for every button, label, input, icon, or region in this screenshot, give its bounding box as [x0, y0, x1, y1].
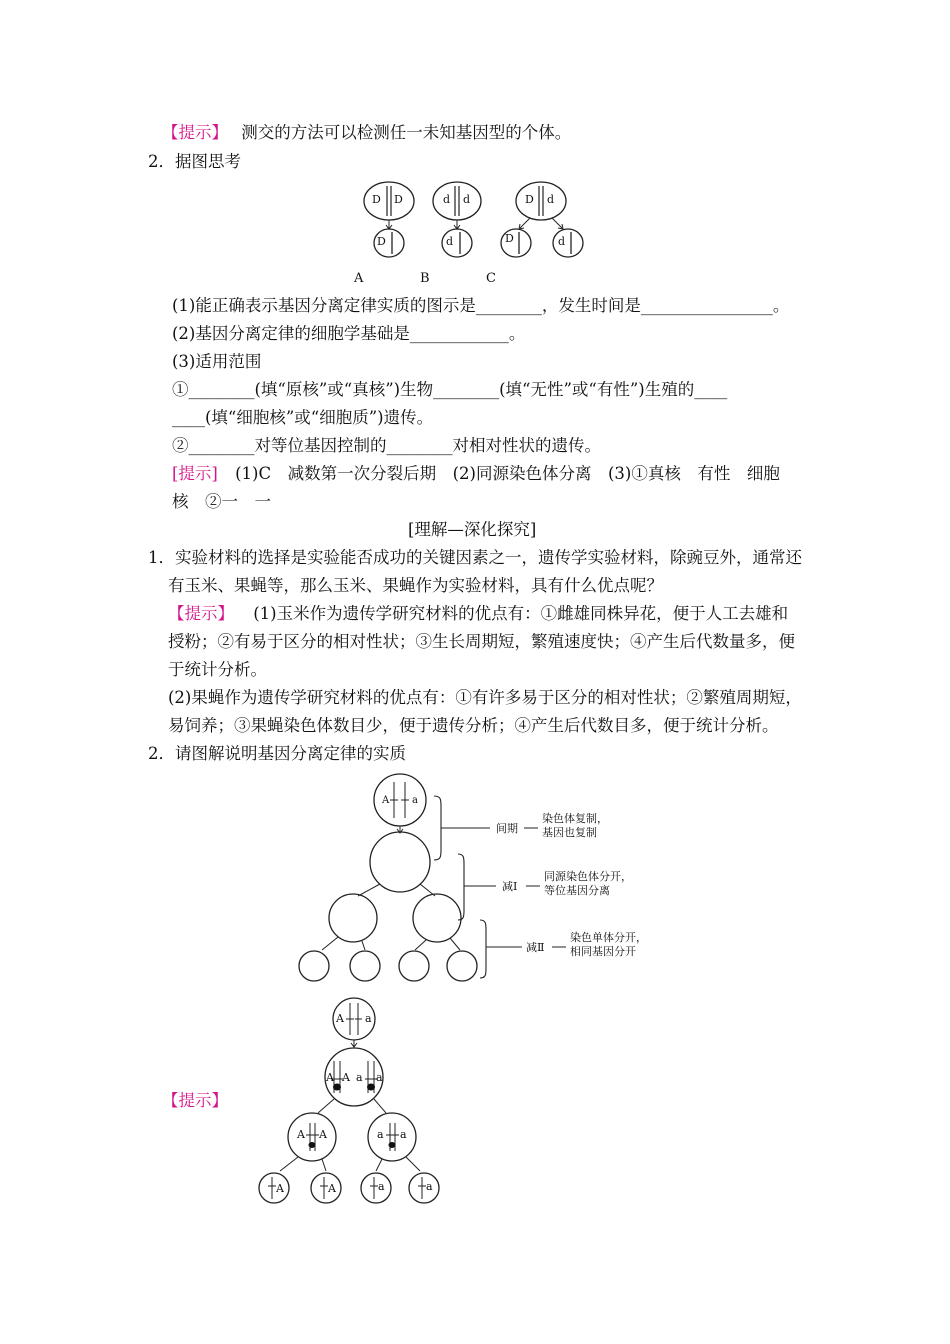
fig2-gamete-1 — [299, 951, 329, 981]
question-2-title: 2．据图思考 — [148, 152, 241, 171]
fig3-top-A: A — [336, 1012, 344, 1025]
fig2-mi-left-cell — [329, 894, 377, 942]
answer-line-1 — [172, 463, 780, 485]
fig1-cell-B — [433, 182, 481, 257]
question-2-line: 2．请图解说明基因分离定律的实质 — [148, 744, 406, 763]
fig3-hint — [162, 1090, 228, 1112]
fig3-mid-4: a — [376, 1071, 383, 1084]
fig3-gamete-4 — [409, 1173, 439, 1203]
hint-label: 【提示】 — [162, 123, 228, 142]
answer-1-line1: (1)玉米作为遗传学研究材料的优点有：①雌雄同株异花，便于人工去雄和 — [253, 604, 789, 623]
sub-question-3b: ②________对等位基因控制的________对相对性状的遗传。 — [172, 436, 601, 455]
section-heading: [理解—深化探究] — [408, 520, 537, 539]
fig1-c-top-right: d — [547, 193, 555, 206]
sub-question-1: (1)能正确表示基因分离定律实质的图示是________，发生时间是________________。 — [172, 296, 790, 315]
fig3-gamete-3-gene: a — [378, 1180, 385, 1193]
fig1-b-top-right: d — [463, 193, 471, 206]
figure-meiosis-stages — [290, 770, 670, 990]
answer-2-line2: 易饲养；③果蝇染色体数目少，便于遗传分析；④产生后代数目多，便于统计分析。 — [168, 716, 779, 735]
fig3-mid-1: A — [326, 1071, 334, 1084]
fig2-stage3-desc2: 相同基因分开 — [570, 945, 636, 958]
fig1-a-bottom: D — [377, 235, 386, 248]
fig3-gamete-4-gene: a — [426, 1180, 433, 1193]
fig3-left-cell — [288, 1113, 336, 1161]
fig2-gamete-3 — [399, 951, 429, 981]
fig2-mi-right-cell — [413, 894, 461, 942]
fig2-stage1-label: 间期 — [496, 822, 518, 835]
answer-line-2: 核 ②一 一 — [172, 492, 271, 511]
hint-text: 测交的方法可以检测任一未知基因型的个体。 — [241, 123, 572, 142]
sub-question-3a-line2: ____(填“细胞核”或“细胞质”)遗传。 — [172, 408, 434, 427]
fig1-label-a: A — [354, 271, 364, 286]
fig3-top-a: a — [365, 1012, 372, 1025]
sub-question-3: (3)适用范围 — [172, 352, 262, 371]
fig2-stage1-desc1: 染色体复制， — [542, 812, 608, 825]
fig3-gamete-1 — [259, 1173, 289, 1203]
fig1-c-bottom-right: d — [558, 235, 566, 248]
figure-abc — [350, 180, 600, 290]
fig2-stage2-desc1: 同源染色体分开， — [544, 870, 632, 883]
fig2-stage3-label: 减Ⅱ — [526, 941, 545, 954]
fig3-gamete-2 — [311, 1173, 341, 1203]
sub-question-3a-line1: ①________(填“原核”或“真核”)生物________(填“无性”或“有性”)生殖的____ — [172, 380, 728, 399]
fig3-left-2: A — [319, 1128, 327, 1141]
fig2-gene-A: A — [382, 795, 390, 806]
sub-question-2: (2)基因分离定律的细胞学基础是____________。 — [172, 324, 526, 343]
question-1-line1: 1．实验材料的选择是实验能否成功的关键因素之一，遗传学实验材料，除豌豆外，通常还 — [148, 548, 802, 567]
hint-answer-line1 — [168, 603, 788, 625]
fig1-b-top-left: d — [443, 193, 451, 206]
fig2-stage2-desc2: 等位基因分离 — [544, 884, 610, 897]
fig3-mid-3: a — [356, 1071, 363, 1084]
hint-label-bracket: [提示] — [172, 464, 218, 483]
question-1-line2: 有玉米、果蝇等，那么玉米、果蝇作为实验材料，具有什么优点呢？ — [168, 576, 663, 595]
fig1-label-b: B — [420, 271, 430, 286]
fig2-stage3-desc1: 染色单体分开， — [570, 931, 647, 944]
fig3-gamete-3 — [361, 1173, 391, 1203]
fig3-right-2: a — [400, 1128, 407, 1141]
answer-2-line1: (2)果蝇作为遗传学研究材料的优点有：①有许多易于区分的相对性状；②繁殖周期短， — [168, 688, 802, 707]
fig1-label-c: C — [486, 271, 496, 286]
answer-1-line3: 于统计分析。 — [168, 660, 267, 679]
fig2-gene-a: a — [412, 795, 418, 806]
fig2-gamete-2 — [350, 951, 380, 981]
fig1-a-top-right: D — [394, 193, 403, 206]
hint-label: 【提示】 — [162, 1091, 228, 1110]
fig1-c-top-left: D — [525, 193, 534, 206]
answer-text-1: (1)C 减数第一次分裂后期 (2)同源染色体分离 (3)①真核 有性 细胞 — [235, 464, 780, 483]
fig1-cell-C — [501, 182, 583, 257]
fig3-gamete-2-gene: A — [328, 1182, 336, 1195]
fig3-left-1: A — [297, 1128, 305, 1141]
fig1-c-bottom-left: D — [505, 232, 514, 245]
fig2-gamete-4 — [447, 951, 477, 981]
hint-line-1 — [162, 122, 571, 144]
fig2-stage1-desc2: 基因也复制 — [542, 826, 597, 839]
answer-1-line2: 授粉；②有易于区分的相对性状；③生长周期短，繁殖速度快；④产生后代数量多，便 — [168, 632, 795, 651]
fig3-mid-2: A — [342, 1071, 350, 1084]
hint-label: 【提示】 — [168, 604, 234, 623]
fig3-right-1: a — [377, 1128, 384, 1141]
figure-answer-meiosis — [250, 995, 450, 1210]
fig2-interphase-cell — [370, 832, 430, 892]
fig3-right-cell — [368, 1113, 416, 1161]
fig2-stage2-label: 减Ⅰ — [502, 880, 518, 893]
fig3-gamete-1-gene: A — [276, 1182, 284, 1195]
fig1-b-bottom: d — [446, 235, 454, 248]
fig1-a-top-left: D — [372, 193, 381, 206]
fig1-cell-A — [364, 182, 414, 257]
